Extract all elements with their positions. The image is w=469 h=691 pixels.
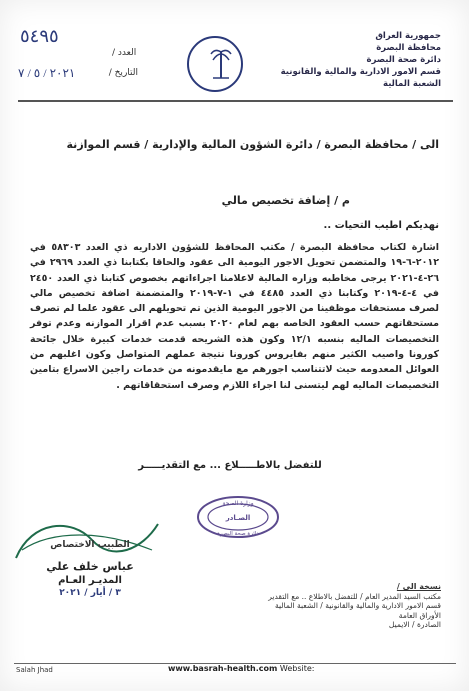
ministry-logo <box>185 34 245 94</box>
signatory-name: عباس خلف علي <box>46 560 134 573</box>
signature-date: ٣ / أيار / ٢٠٢١ <box>59 588 121 598</box>
footer-initials: Salah Jhad <box>16 666 53 674</box>
stamp-text-bottom: دائرة صحة البصرة <box>217 531 259 537</box>
addressee-line: الى / محافظة البصرة / دائرة الشؤون المالية والإدارية / قسم الموازنة <box>66 138 439 151</box>
copy-to-line: مكتب السيد المدير العام / للتفضل بالاطلاع .. مع التقدير <box>268 591 441 601</box>
letter-body: اشارة لكتاب محافظة البصرة / مكتب المحافظ للشؤون الاداريه ذي العدد ٥٨٣٠٣ في ٢٠١٢-٦-١٩ والمتضمن تحويل الاجور اليومية الى عقود والحاقا بكتابنا ذي العدد ٢٩٦٩ في ٢٦-٤-٢٠٢١ يرجى مخاطبه وزاره المالية لاعلامنا اجراءاتهم بخصوص كتابنا ذي العدد ٢٤٥٠ في ٤-٤-٢٠١٩ وكتابنا ذي العدد ٤٤٨٥ في ١-٧-٢٠١٩ والمتضمنة اضافة تخصيص مالي لصرف مستحقات موظفينا من الاجور اليومية الذين تم تحويلهم الى عقود علما لم تصرف مستحقاتهم حسب العقود الخاصه بهم لعام ٢٠٢٠ بسبب عدم اقرار الموازنه وعدم توفر التخصيصات الماليه بنسبه ١٢/١ وكون هذه الشريحه قدمت خدمات كبيرة خلال جائحة كورونا واصيب الكثير منهم بفايروس كورونا نتيجة عملهم المتواصل وكون اغلبهم من العوائل المعدومه حيث لاتتناسب اجورهم مع مايقدمونه من خدمات راجين الاسراع بتامين التخصيصات الماليه لهم ليتسنى لنا اجراء اللازم وصرف استحقاقاتهم . <box>30 242 439 391</box>
letterhead-line: دائرة صحة البصرة <box>366 55 441 65</box>
closing-line: للتفضل بالاطـــــلاع ... مع التقديـــــر <box>138 460 322 471</box>
letterhead-line: قسم الامور الادارية والمالية والقانونية <box>280 67 441 77</box>
signatory-title: الطبيب الاختصاص <box>50 540 130 550</box>
date-label: التاريخ / <box>108 68 138 78</box>
website-url[interactable]: www.basrah-health.com <box>168 664 278 673</box>
letterhead-line: محافظة البصرة <box>376 43 441 53</box>
subject-line: م / إضافة تخصيص مالي <box>221 194 350 207</box>
website-label: Website: <box>279 664 315 673</box>
copy-to-line: قسم الامور الادارية والمالية والقانونية / الشعبة المالية <box>275 601 441 611</box>
greeting: نهديكم اطيب التحيات .. <box>323 220 439 231</box>
signatory-role: المديـر العـام <box>58 575 122 586</box>
header-divider <box>18 100 453 102</box>
copy-to-block <box>241 582 441 630</box>
date-value: ٢٠٢١ / ٥ / ٧ <box>18 66 76 80</box>
stamp-text-top: وزارة الصحة <box>222 500 254 507</box>
letterhead-line: الشعبة المالية <box>383 79 441 89</box>
footer-website <box>168 664 314 673</box>
reference-number: ٥٤٩٥ <box>20 26 59 46</box>
copy-to-line: الأوراق العامة <box>398 610 441 620</box>
signature-block <box>30 540 150 598</box>
stamp-text-mid: الصـادر <box>225 514 251 522</box>
letterhead-line: جمهورية العراق <box>375 31 441 41</box>
number-label: العدد / <box>112 48 137 58</box>
official-stamp <box>196 495 280 539</box>
date-row <box>18 64 138 82</box>
copy-to-line: الصادرة / الايميل <box>388 620 441 630</box>
copy-to-title: نسخة الى / <box>396 582 441 591</box>
letterhead <box>280 30 441 90</box>
